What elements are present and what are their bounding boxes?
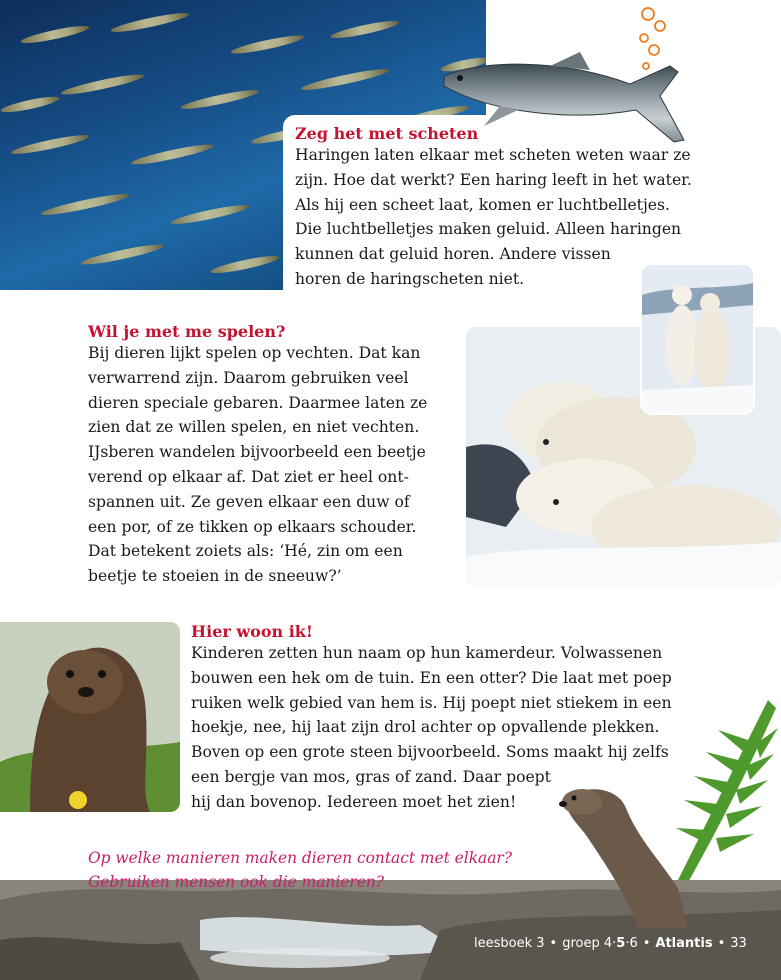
body-line: horen de haringscheten niet. — [295, 269, 525, 288]
series-name: Atlantis — [655, 936, 713, 951]
body-line: een bergje van mos, gras of zand. Daar poept — [191, 767, 551, 786]
body-line: kunnen dat geluid horen. Andere vissen — [295, 245, 611, 264]
body-line: verwarrend zijn. Daarom gebruiken veel — [88, 368, 409, 387]
herring-silhouette — [170, 202, 250, 227]
body-line: een por, of ze tikken op elkaars schouder. — [88, 517, 417, 536]
body-line: bouwen een hek om de tuin. En een otter? Die laat met poep — [191, 668, 672, 687]
question-line: Op welke manieren maken dieren contact met elkaar? — [88, 849, 512, 867]
herring-silhouette — [20, 23, 90, 46]
herring-silhouette — [300, 66, 390, 94]
herring-silhouette — [40, 191, 130, 219]
section-play — [88, 322, 468, 589]
otter-on-rock — [548, 778, 698, 928]
herring-silhouette — [60, 71, 145, 97]
body-line: zien dat ze willen spelen, en niet vechten. — [88, 418, 420, 437]
body-line: Haringen laten elkaar met scheten weten waar ze — [295, 146, 691, 164]
herring-silhouette — [110, 10, 190, 35]
page-footer: leesboek 3 • groep 4·5·6 • Atlantis • 33 — [474, 936, 747, 951]
herring-silhouette — [130, 141, 215, 167]
herring-silhouette — [210, 253, 280, 276]
body-line: Die luchtbelletjes maken geluid. Alleen haringen — [295, 220, 682, 239]
body-line: IJsberen wandelen bijvoorbeeld een beetje — [88, 443, 426, 462]
body-line: spannen uit. Ze geven elkaar een duw of — [88, 492, 410, 511]
herring-silhouette — [80, 241, 165, 267]
book-label: leesboek 3 — [474, 936, 545, 951]
question-line: Gebruiken mensen ook die manieren? — [88, 873, 384, 891]
body-line: hoekje, nee, hij laat zijn drol achter op opvallende plekken. — [191, 718, 660, 737]
group-end: 6 — [629, 936, 638, 951]
body-line: hij dan bovenop. Iedereen moet het zien! — [191, 792, 517, 811]
reflection-question — [88, 846, 512, 894]
body-line: ruiken welk gebied van hem is. Hij poept niet stiekem in een — [191, 693, 672, 712]
herring-silhouette — [180, 87, 260, 112]
section-title: Hier woon ik! — [191, 622, 313, 641]
body-line: Boven op een grote steen bijvoorbeeld. Soms maakt hij zelfs — [191, 743, 669, 762]
otter-portrait-photo — [0, 622, 180, 812]
body-line: dieren speciale gebaren. Daarmee laten ze — [88, 393, 428, 412]
polar-bears-standing-photo — [642, 265, 753, 413]
body-line: zijn. Hoe dat werkt? Een haring leeft in het water. — [295, 170, 692, 189]
body-line: Dat betekent zoiets als: ‘Hé, zin om een — [88, 542, 403, 561]
group-current: 5 — [616, 936, 626, 951]
group-label: groep 4 — [562, 936, 613, 951]
page-number: 33 — [730, 936, 747, 951]
body-line: Bij dieren lijkt spelen op vechten. Dat kan — [88, 344, 421, 362]
section-title: Zeg het met scheten — [295, 124, 479, 143]
body-line: Kinderen zetten hun naam op hun kamerdeur. Volwassenen — [191, 644, 663, 662]
herring-silhouette — [330, 18, 400, 41]
body-line: beetje te stoeien in de sneeuw?’ — [88, 567, 342, 586]
section-body — [88, 341, 468, 589]
air-bubbles — [634, 4, 674, 74]
herring-silhouette — [0, 94, 60, 115]
herring-silhouette — [230, 32, 305, 56]
herring-silhouette — [10, 132, 90, 157]
body-line: verend op elkaar af. Dat ziet er heel ont- — [88, 467, 409, 486]
body-line: Als hij een scheet laat, komen er luchtbelletjes. — [295, 195, 670, 214]
section-title: Wil je met me spelen? — [88, 322, 286, 341]
